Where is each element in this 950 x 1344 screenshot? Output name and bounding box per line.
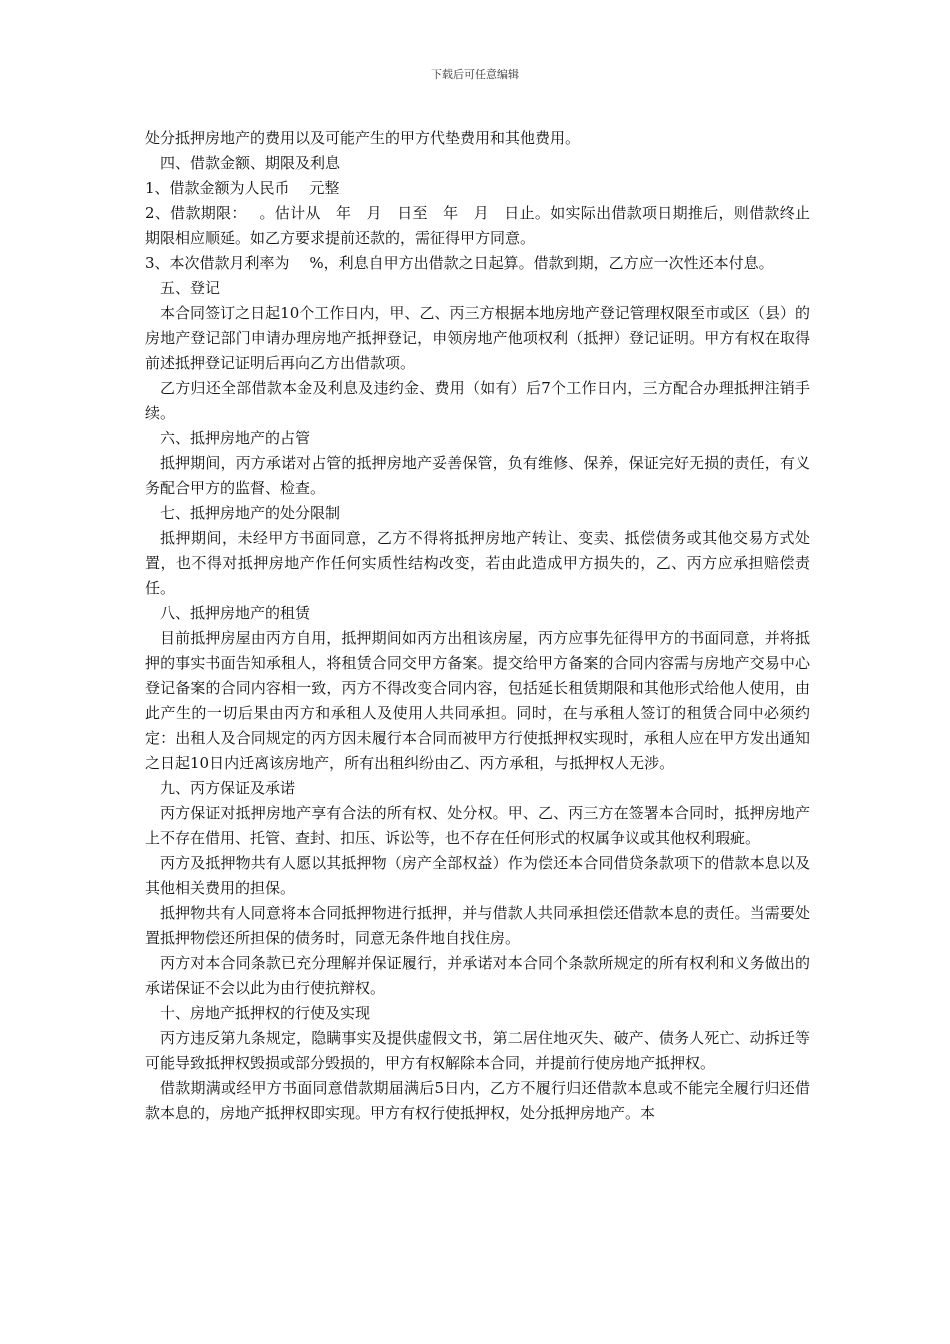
paragraph: 抵押期间，未经甲方书面同意，乙方不得将抵押房地产转让、变卖、抵偿债务或其他交易方式处置，也不得对抵押房地产作任何实质性结构改变，若由此造成甲方损失的，乙、丙方应承担赔偿责任。 bbox=[145, 529, 810, 597]
paragraph: 四、借款金额、期限及利息 bbox=[160, 154, 341, 172]
paragraph: 本合同签订之日起10个工作日内，甲、乙、丙三方根据本地房地产登记管理权限至市或区（县）的房地产登记部门申请办理房地产抵押登记，申领房地产他项权利（抵押）登记证明。甲方有权在取得前述抵押登记证明后再向乙方出借款项。 bbox=[145, 304, 810, 372]
paragraph: 2、借款期限： 。估计从 年 月 日至 年 月 日止。如实际出借款项日期推后，则借款终止期限相应顺延。如乙方要求提前还款的，需征得甲方同意。 bbox=[145, 204, 810, 247]
paragraph: 丙方违反第九条规定，隐瞒事实及提供虚假文书，第二居住地灭失、破产、债务人死亡、动拆迁等可能导致抵押权毁损或部分毁损的，甲方有权解除本合同，并提前行使房地产抵押权。 bbox=[145, 1029, 810, 1072]
paragraph: 1、借款金额为人民币 元整 bbox=[145, 179, 340, 197]
paragraph: 抵押物共有人同意将本合同抵押物进行抵押，并与借款人共同承担偿还借款本息的责任。当需要处置抵押物偿还所担保的债务时，同意无条件地自找住房。 bbox=[145, 904, 810, 947]
paragraph: 七、抵押房地产的处分限制 bbox=[160, 504, 341, 522]
paragraph: 丙方及抵押物共有人愿以其抵押物（房产全部权益）作为偿还本合同借贷条款项下的借款本息以及其他相关费用的担保。 bbox=[145, 854, 810, 897]
paragraph: 目前抵押房屋由丙方自用，抵押期间如丙方出租该房屋，丙方应事先征得甲方的书面同意，并将抵押的事实书面告知承租人，将租赁合同交甲方备案。提交给甲方备案的合同内容需与房地产交易中心登记备案的合同内容相一致，丙方不得改变合同内容，包括延长租赁期限和其他形式给他人使用，由此产生的一切后果由丙方和承租人及使用人共同承担。同时，在与承租人签订的租赁合同中必须约定：出租人及合同规定的丙方因未履行本合同而被甲方行使抵押权实现时，承租人应在甲方发出通知之日起10日内迁离该房地产，所有出租纠纷由乙、丙方承租，与抵押权人无涉。 bbox=[145, 629, 810, 772]
paragraph: 九、丙方保证及承诺 bbox=[160, 779, 296, 797]
paragraph: 乙方归还全部借款本金及利息及违约金、费用（如有）后7个工作日内，三方配合办理抵押注销手续。 bbox=[145, 379, 810, 422]
document-body bbox=[145, 126, 810, 1126]
paragraph: 抵押期间，丙方承诺对占管的抵押房地产妥善保管，负有维修、保养，保证完好无损的责任，有义务配合甲方的监督、检查。 bbox=[145, 454, 810, 497]
page-header: 下载后可任意编辑 bbox=[431, 68, 519, 81]
paragraph: 丙方保证对抵押房地产享有合法的所有权、处分权。甲、乙、丙三方在签署本合同时，抵押房地产上不存在借用、托管、查封、扣压、诉讼等，也不存在任何形式的权属争议或其他权利瑕疵。 bbox=[145, 804, 810, 847]
paragraph: 处分抵押房地产的费用以及可能产生的甲方代垫费用和其他费用。 bbox=[145, 129, 581, 147]
paragraph: 借款期满或经甲方书面同意借款期届满后5日内，乙方不履行归还借款本息或不能完全履行归还借款本息的，房地产抵押权即实现。甲方有权行使抵押权，处分抵押房地产。本 bbox=[145, 1079, 810, 1122]
paragraph: 3、本次借款月利率为 %，利息自甲方出借款之日起算。借款到期，乙方应一次性还本付息。 bbox=[145, 254, 774, 272]
paragraph: 八、抵押房地产的租赁 bbox=[160, 604, 311, 622]
paragraph: 五、登记 bbox=[160, 279, 221, 297]
paragraph: 十、房地产抵押权的行使及实现 bbox=[160, 1004, 371, 1022]
paragraph: 丙方对本合同条款已充分理解并保证履行，并承诺对本合同个条款所规定的所有权利和义务做出的承诺保证不会以此为由行使抗辩权。 bbox=[145, 954, 810, 997]
paragraph: 六、抵押房地产的占管 bbox=[160, 429, 311, 447]
